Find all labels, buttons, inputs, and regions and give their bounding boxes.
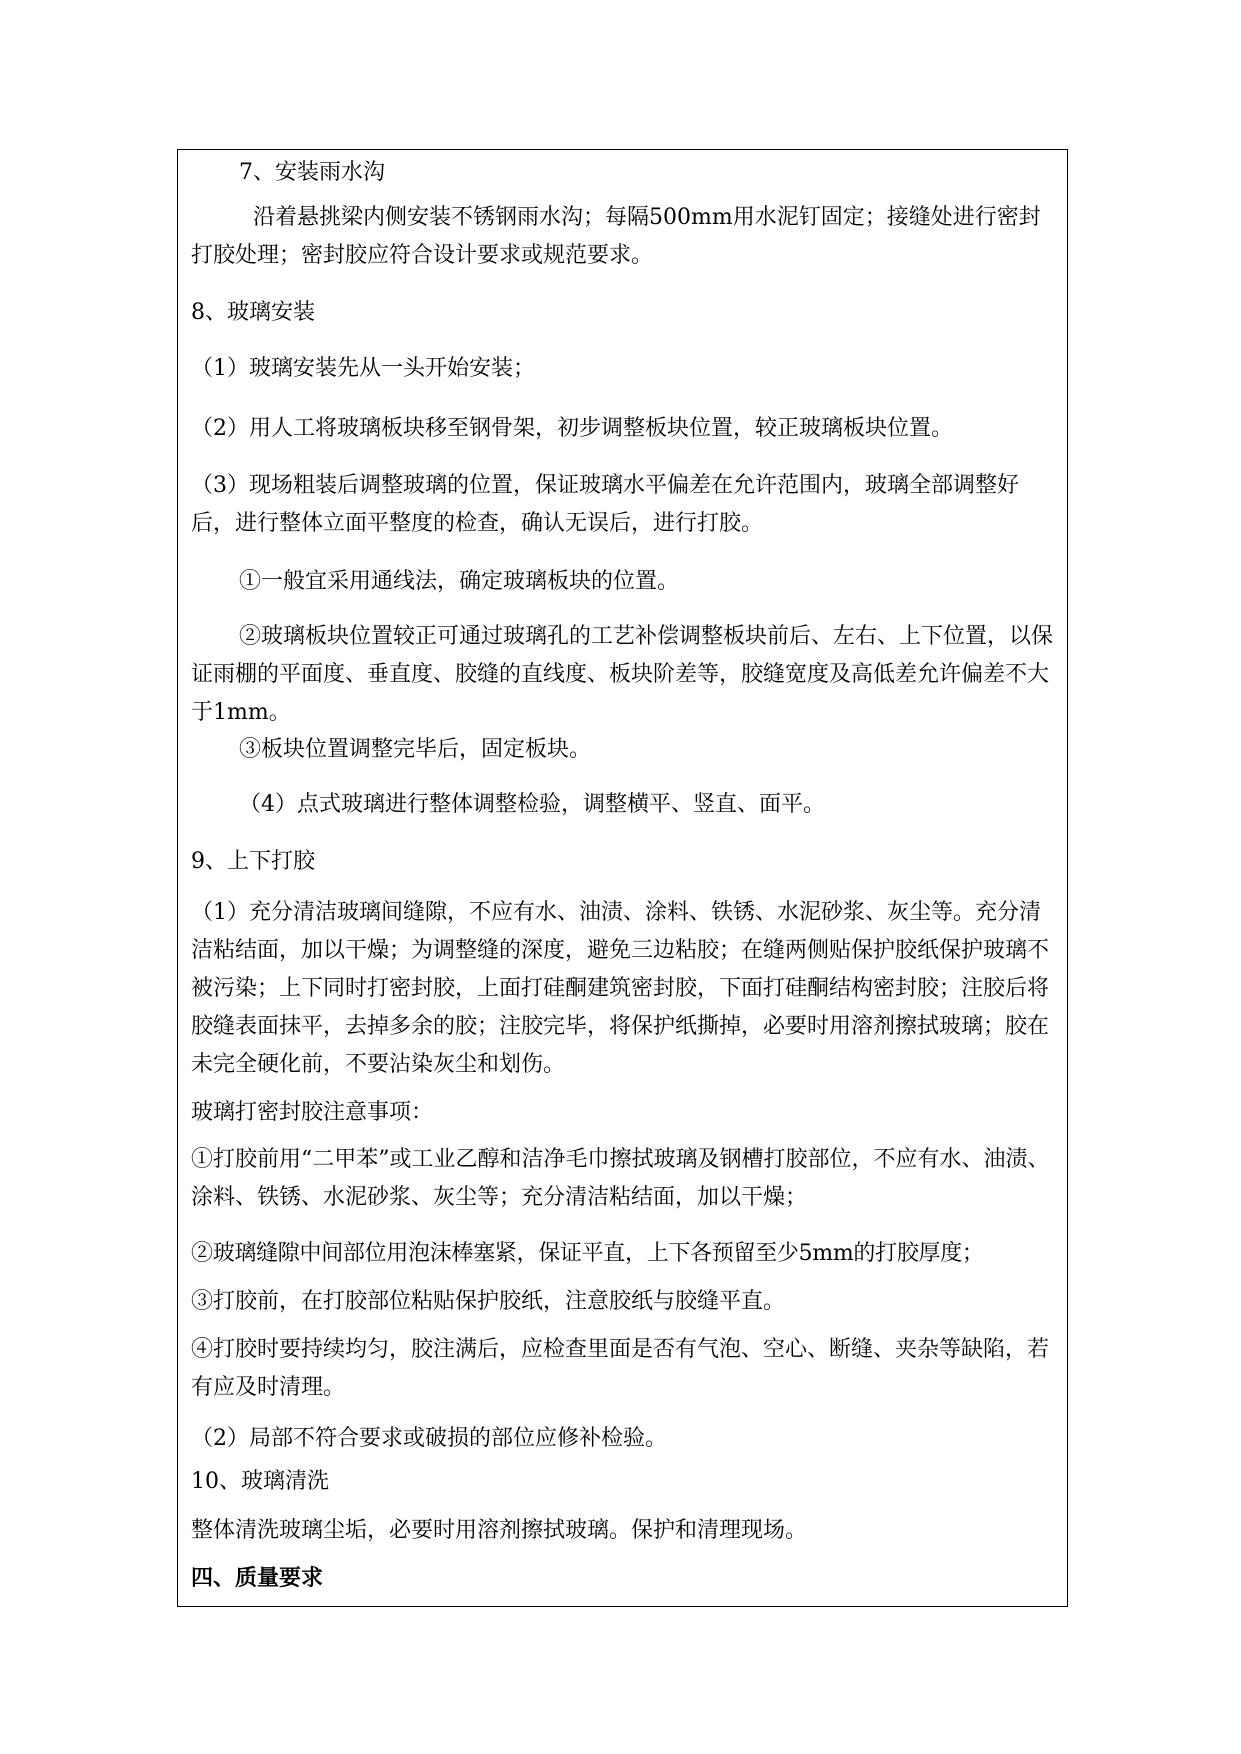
note-8-3-1: ①一般宜采用通线法，确定玻璃板块的位置。	[239, 569, 680, 594]
step-9-1: （1）充分清洁玻璃间缝隙，不应有水、油渍、涂料、铁锈、水泥砂浆、灰尘等。充分清洁粘结面，加以干燥；为调整缝的深度，避免三边粘胶；在缝两侧贴保护胶纸保护玻璃不被污染；上下同时打密封胶，上面打硅酮建筑密封胶，下面打硅酮结构密封胶；注胶后将胶缝表面抹平，去掉多余的胶；注胶完毕，将保护纸撕掉，必要时用溶剂擦拭玻璃；胶在未完全硬化前，不要沾染灰尘和划伤。	[191, 900, 1050, 1077]
sealant-note-2: ②玻璃缝隙中间部位用泡沫棒塞紧，保证平直，上下各预留至少5mm的打胶厚度；	[191, 1241, 984, 1266]
step-8-4: （4）点式玻璃进行整体调整检验，调整横平、竖直、面平。	[239, 792, 825, 817]
step-8-1: （1）玻璃安装先从一头开始安装；	[191, 356, 535, 381]
heading-10: 10、玻璃清洗	[191, 1469, 329, 1494]
note-8-3-3: ③板块位置调整完毕后，固定板块。	[239, 737, 592, 762]
heading-7: 7、安装雨水沟	[239, 160, 385, 185]
heading-9: 9、上下打胶	[191, 849, 315, 874]
step-8-2: （2）用人工将玻璃板块移至钢骨架，初步调整板块位置，较正玻璃板块位置。	[191, 416, 953, 441]
section-heading-quality: 四、质量要求	[191, 1565, 324, 1591]
note-8-3-2: ②玻璃板块位置较正可通过玻璃孔的工艺补偿调整板块前后、左右、上下位置，以保证雨棚的平面度、垂直度、胶缝的直线度、板块阶差等，胶缝宽度及高低差允许偏差不大于1mm。	[191, 624, 1054, 725]
sealant-notes-title: 玻璃打密封胶注意事项：	[191, 1100, 434, 1125]
heading-8: 8、玻璃安装	[191, 300, 315, 325]
sealant-note-1: ①打胶前用“二甲苯”或工业乙醇和洁净毛巾擦拭玻璃及钢槽打胶部位，不应有水、油渍、涂料、铁锈、水泥砂浆、灰尘等；充分清洁粘结面，加以干燥；	[191, 1147, 1050, 1210]
step-8-3: （3）现场粗装后调整玻璃的位置，保证玻璃水平偏差在允许范围内，玻璃全部调整好后，进行整体立面平整度的检查，确认无误后，进行打胶。	[191, 473, 1019, 536]
sealant-note-4: ④打胶时要持续均匀，胶注满后，应检查里面是否有气泡、空心、断缝、夹杂等缺陷，若有应及时清理。	[191, 1337, 1050, 1400]
paragraph-rain-gutter: 沿着悬挑梁内侧安装不锈钢雨水沟；每隔500mm用水泥钉固定；接缝处进行密封打胶处理；密封胶应符合设计要求或规范要求。	[191, 205, 1041, 268]
step-9-2: （2）局部不符合要求或破损的部位应修补检验。	[191, 1426, 667, 1451]
glass-cleaning-text: 整体清洗玻璃尘垢，必要时用溶剂擦拭玻璃。保护和清理现场。	[191, 1518, 808, 1543]
sealant-note-3: ③打胶前，在打胶部位粘贴保护胶纸，注意胶纸与胶缝平直。	[191, 1289, 786, 1314]
